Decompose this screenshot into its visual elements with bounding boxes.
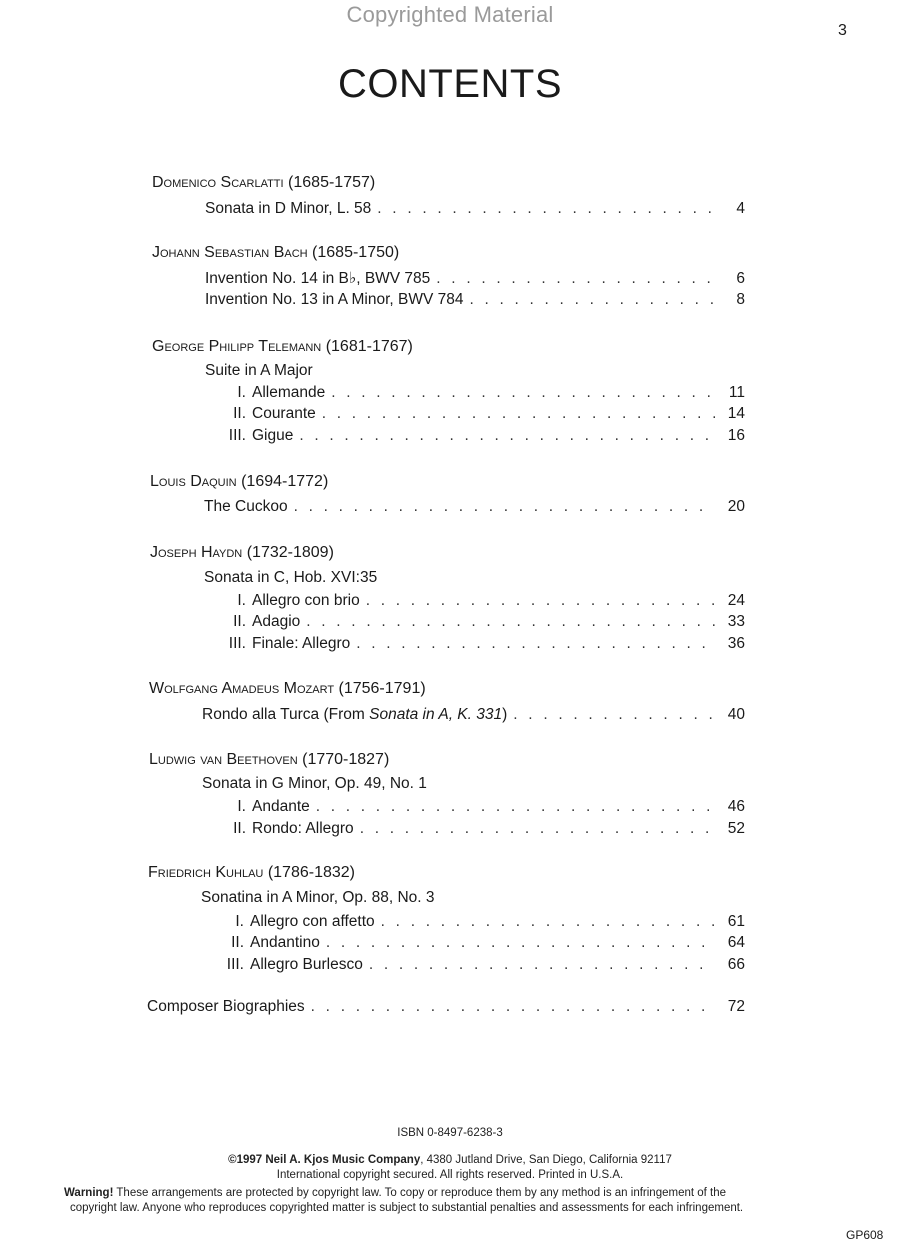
composer-name: Domenico Scarlatti bbox=[152, 174, 284, 191]
movement-title: Andante bbox=[252, 798, 310, 815]
composer-dates: (1685-1757) bbox=[288, 174, 376, 191]
dot-leader bbox=[381, 911, 715, 933]
composer-name: Louis Daquin bbox=[150, 473, 237, 490]
page-ref: 61 bbox=[727, 913, 745, 930]
dot-leader bbox=[436, 268, 715, 290]
movement-number: III. bbox=[228, 427, 246, 444]
composer-dates: (1681-1767) bbox=[325, 338, 413, 355]
page-ref: 66 bbox=[727, 956, 745, 973]
composer-dates: (1732-1809) bbox=[246, 544, 334, 561]
dot-leader bbox=[306, 611, 715, 633]
dot-leader bbox=[360, 818, 715, 840]
composer-heading-haydn bbox=[150, 542, 334, 564]
composer-name: Joseph Haydn bbox=[150, 544, 243, 561]
movement-title: Allegro con brio bbox=[252, 592, 360, 609]
composer-dates: (1786-1832) bbox=[267, 864, 355, 881]
toc-entry[interactable] bbox=[218, 818, 745, 840]
toc-entry[interactable] bbox=[218, 425, 745, 447]
movement-title: Adagio bbox=[252, 613, 301, 630]
toc-entry[interactable] bbox=[218, 382, 745, 404]
toc-entry[interactable] bbox=[218, 633, 745, 655]
page-ref: 16 bbox=[727, 427, 745, 444]
dot-leader bbox=[369, 954, 715, 976]
page-ref: 40 bbox=[727, 706, 745, 723]
composer-dates: (1694-1772) bbox=[241, 473, 329, 490]
work-title: Invention No. 13 in A Minor, BWV 784 bbox=[205, 291, 464, 308]
toc-entry-biographies[interactable] bbox=[147, 996, 745, 1018]
dot-leader bbox=[316, 796, 715, 818]
composer-name: George Philipp Telemann bbox=[152, 338, 322, 355]
page-ref: 8 bbox=[736, 291, 745, 308]
movement-title: Andantino bbox=[250, 934, 320, 951]
isbn: ISBN 0-8497-6238-3 bbox=[397, 1127, 503, 1139]
work-heading: Sonata in C, Hob. XVI:35 bbox=[204, 569, 378, 586]
composer-heading-mozart bbox=[149, 678, 426, 700]
toc-entry[interactable] bbox=[216, 954, 745, 976]
movement-title: Allegro Burlesco bbox=[250, 956, 363, 973]
page-ref: 6 bbox=[736, 270, 745, 287]
work-heading: Suite in A Major bbox=[205, 362, 313, 379]
page-ref: 52 bbox=[727, 820, 745, 837]
movement-title: Gigue bbox=[252, 427, 294, 444]
dot-leader bbox=[469, 289, 715, 311]
composer-dates: (1770-1827) bbox=[302, 751, 390, 768]
dot-leader bbox=[299, 425, 715, 447]
rights-line: International copyright secured. All rights reserved. Printed in U.S.A. bbox=[276, 1169, 624, 1181]
composer-heading-daquin bbox=[150, 471, 328, 493]
movement-number: III. bbox=[228, 635, 246, 652]
toc-entry[interactable] bbox=[205, 289, 745, 311]
page-number: 3 bbox=[838, 22, 847, 39]
dot-leader bbox=[311, 996, 715, 1018]
movement-number: I. bbox=[237, 592, 246, 609]
dot-leader bbox=[294, 496, 715, 518]
work-title: Invention No. 14 in B♭, BWV 785 bbox=[205, 270, 431, 287]
work-title: Rondo alla Turca (From Sonata in A, K. 331) bbox=[202, 706, 508, 723]
page-ref: 72 bbox=[727, 998, 745, 1015]
toc-entry[interactable] bbox=[216, 932, 745, 954]
copyright-watermark: Copyrighted Material bbox=[346, 2, 554, 27]
toc-entry[interactable] bbox=[202, 704, 745, 726]
dot-leader bbox=[366, 590, 715, 612]
dot-leader bbox=[513, 704, 715, 726]
page-ref: 4 bbox=[736, 200, 745, 217]
dot-leader bbox=[331, 382, 715, 404]
toc-entry[interactable] bbox=[216, 911, 745, 933]
composer-heading-scarlatti bbox=[152, 172, 375, 194]
page-ref: 64 bbox=[727, 934, 745, 951]
work-title: Sonata in D Minor, L. 58 bbox=[205, 200, 372, 217]
movement-number: I. bbox=[237, 798, 246, 815]
movement-number: II. bbox=[233, 820, 246, 837]
page-ref: 14 bbox=[727, 405, 745, 422]
copyright-line: ©1997 Neil A. Kjos Music Company, 4380 Jutland Drive, San Diego, California 92117 bbox=[228, 1154, 672, 1166]
toc-entry[interactable] bbox=[218, 796, 745, 818]
composer-dates: (1685-1750) bbox=[312, 244, 400, 261]
movement-number: II. bbox=[231, 934, 244, 951]
movement-number: II. bbox=[233, 405, 246, 422]
movement-title: Rondo: Allegro bbox=[252, 820, 354, 837]
work-title: The Cuckoo bbox=[204, 498, 288, 515]
composer-name: Ludwig van Beethoven bbox=[149, 751, 298, 768]
dot-leader bbox=[322, 403, 715, 425]
toc-entry[interactable] bbox=[218, 590, 745, 612]
page-ref: 36 bbox=[727, 635, 745, 652]
movement-title: Finale: Allegro bbox=[252, 635, 351, 652]
dot-leader bbox=[326, 932, 715, 954]
composer-name: Johann Sebastian Bach bbox=[152, 244, 308, 261]
movement-number: II. bbox=[233, 613, 246, 630]
composer-name: Wolfgang Amadeus Mozart bbox=[149, 680, 335, 697]
work-heading: Sonata in G Minor, Op. 49, No. 1 bbox=[202, 775, 427, 792]
dot-leader bbox=[377, 198, 715, 220]
toc-entry[interactable] bbox=[205, 198, 745, 220]
movement-number: III. bbox=[226, 956, 244, 973]
page-ref: 46 bbox=[727, 798, 745, 815]
page-ref: 24 bbox=[727, 592, 745, 609]
movement-number: I. bbox=[237, 384, 246, 401]
toc-entry[interactable] bbox=[218, 403, 745, 425]
movement-number: I. bbox=[235, 913, 244, 930]
work-heading: Sonatina in A Minor, Op. 88, No. 3 bbox=[201, 889, 435, 906]
composer-dates: (1756-1791) bbox=[338, 680, 426, 697]
toc-entry[interactable] bbox=[218, 611, 745, 633]
composer-heading-telemann bbox=[152, 336, 413, 358]
warning-line: Warning! These arrangements are protected by copyright law. To copy or reproduce them by any method is an infringement of the bbox=[64, 1187, 727, 1199]
movement-title: Courante bbox=[252, 405, 316, 422]
composer-heading-beethoven bbox=[149, 749, 389, 771]
composer-heading-kuhlau bbox=[148, 862, 355, 884]
page-ref: 20 bbox=[727, 498, 745, 515]
page-ref: 11 bbox=[728, 384, 745, 401]
composer-name: Friedrich Kuhlau bbox=[148, 864, 264, 881]
movement-title: Allemande bbox=[252, 384, 326, 401]
toc-entry[interactable] bbox=[204, 496, 745, 518]
warning-line-2: copyright law. Anyone who reproduces copyrighted matter is subject to substantial penalties and assessments for each infringement. bbox=[70, 1202, 744, 1214]
movement-title: Allegro con affetto bbox=[250, 913, 375, 930]
dot-leader bbox=[356, 633, 715, 655]
page-title: CONTENTS bbox=[338, 62, 562, 106]
work-title: Composer Biographies bbox=[147, 998, 305, 1015]
catalog-code: GP608 bbox=[846, 1228, 884, 1242]
toc-entry[interactable] bbox=[205, 268, 745, 290]
page-ref: 33 bbox=[727, 613, 745, 630]
composer-heading-bach bbox=[152, 242, 399, 264]
